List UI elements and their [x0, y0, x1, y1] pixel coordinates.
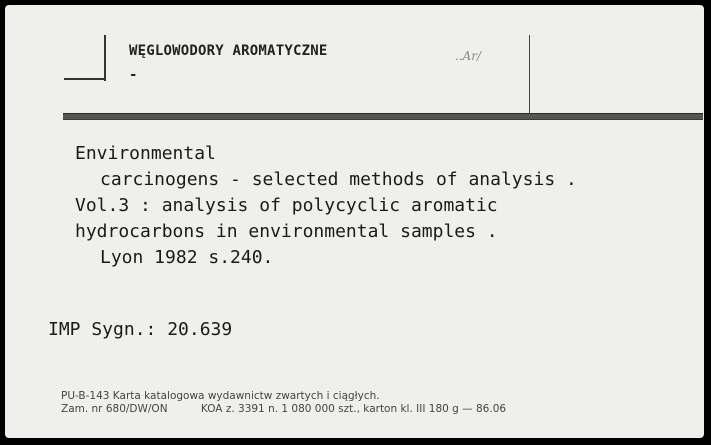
catalog-card — [5, 5, 704, 438]
horizontal-divider — [63, 113, 703, 120]
title-line-3: Vol.3 : analysis of polycyclic aromatic — [75, 195, 498, 216]
footer-line-2: Zam. nr 680/DW/ON KOA z. 3391 n. 1 080 000 szt., karton kl. III 180 g — 86.06 — [61, 403, 507, 415]
handwritten-note: ..Ar/ — [455, 49, 482, 63]
title-line-1: Environmental — [75, 143, 216, 164]
subject-marker: - — [129, 67, 138, 83]
title-line-4: hydrocarbons in environmental samples . — [75, 221, 498, 242]
header-left-vertical-rule — [104, 35, 106, 81]
header-left-horizontal-rule — [64, 78, 106, 80]
footer-line-1: PU-B-143 Karta katalogowa wydawnictw zwartych i ciągłych. — [61, 390, 380, 402]
imprint-line: Lyon 1982 s.240. — [100, 247, 274, 268]
subject-heading: WĘGLOWODORY AROMATYCZNE — [129, 43, 328, 59]
header-right-vertical-rule — [529, 35, 530, 113]
title-line-2: carcinogens - selected methods of analysis . — [100, 169, 577, 190]
call-number: IMP Sygn.: 20.639 — [48, 319, 233, 340]
